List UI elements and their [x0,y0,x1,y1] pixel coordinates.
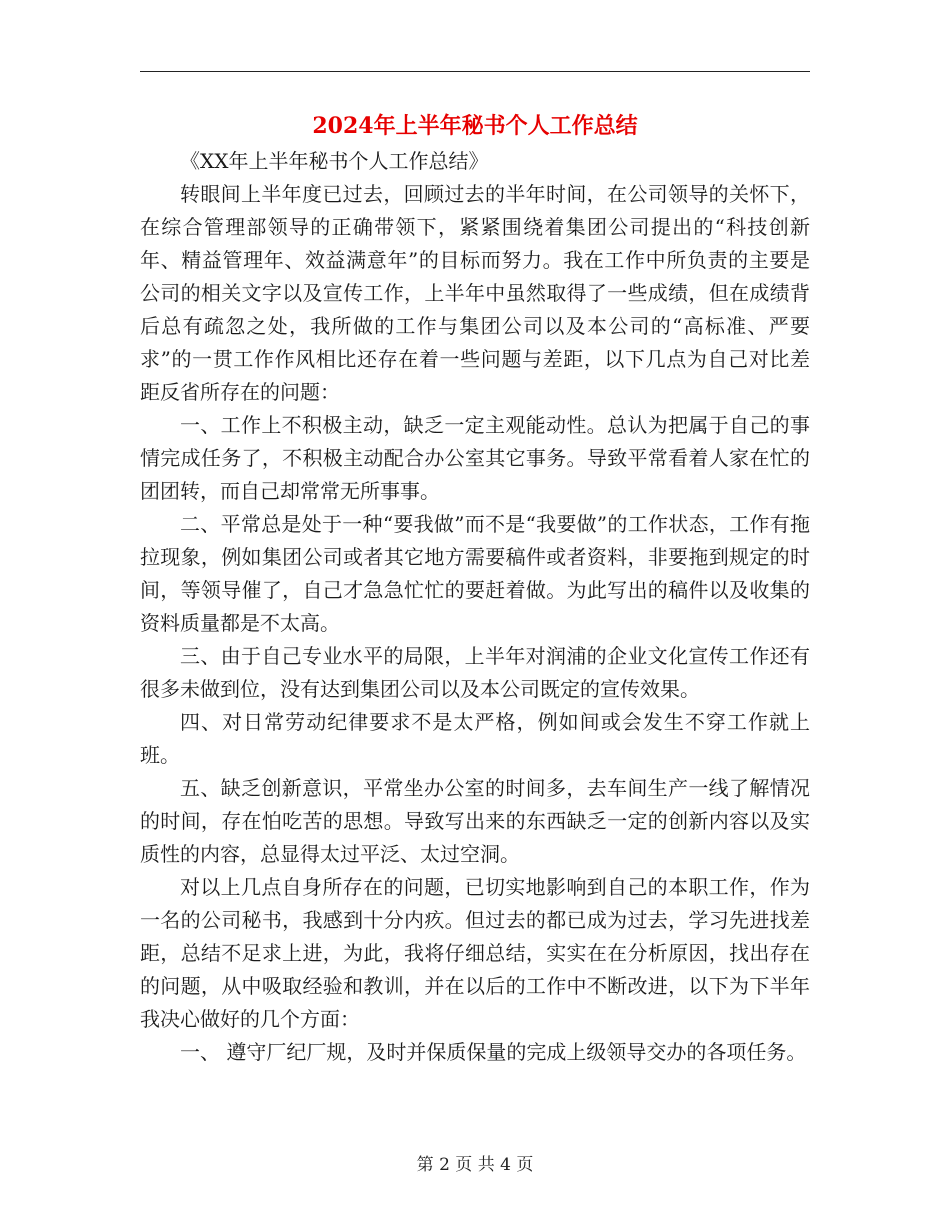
page-number: 第 2 页 共 4 页 [416,1155,534,1175]
document-title: 2024年上半年秘书个人工作总结 [312,113,638,139]
paragraph: 转眼间上半年度已过去，回顾过去的半年时间，在公司领导的关怀下，在综合管理部领导的正确带领下，紧紧围绕着集团公司提出的“科技创新年、精益管理年、效益满意年”的目标而努力。我在工作中所负责的主要是公司的相关文字以及宣传工作，上半年中虽然取得了一些成绩，但在成绩背后总有疏忽之处，我所做的工作与集团公司以及本公司的“高标准、严要求”的一贯工作作风相比还存在着一些问题与差距，以下几点为自己对比差距反省所存在的问题： [140,182,810,404]
paragraph: 三、由于自己专业水平的局限，上半年对润浦的企业文化宣传工作还有很多未做到位，没有达到集团公司以及本公司既定的宣传效果。 [140,644,810,701]
paragraph: 对以上几点自身所存在的问题，已切实地影响到自己的本职工作，作为一名的公司秘书，我感到十分内疚。但过去的都已成为过去，学习先进找差距，总结不足求上进，为此，我将仔细总结，实实在在分析原因，找出存在的问题，从中吸取经验和教训，并在以后的工作中不断改进，以下为下半年我决心做好的几个方面： [140,875,810,1031]
paragraph: 四、对日常劳动纪律要求不是太严格，例如间或会发生不穿工作就上班。 [140,710,810,767]
paragraph: 二、平常总是处于一种“要我做”而不是“我要做”的工作状态，工作有拖拉现象，例如集团公司或者其它地方需要稿件或者资料，非要拖到规定的时间，等领导催了，自己才急急忙忙的要赶着做。为此写出的稿件以及收集的资料质量都是不太高。 [140,512,810,635]
document-body [140,145,810,1069]
header-rule [140,71,810,72]
paragraph: 一、 遵守厂纪厂规，及时并保质保量的完成上级领导交办的各项任务。 [180,1040,807,1064]
paragraph: 五、缺乏创新意识，平常坐办公室的时间多，去车间生产一线了解情况的时间，存在怕吃苦的思想。导致写出来的东西缺乏一定的创新内容以及实质性的内容，总显得太过平泛、太过空洞。 [140,776,810,866]
paragraph: 《XX年上半年秘书个人工作总结》 [180,149,489,173]
paragraph: 一、工作上不积极主动，缺乏一定主观能动性。总认为把属于自己的事情完成任务了，不积极主动配合办公室其它事务。导致平常看着人家在忙的团团转，而自己却常常无所事事。 [140,413,810,503]
